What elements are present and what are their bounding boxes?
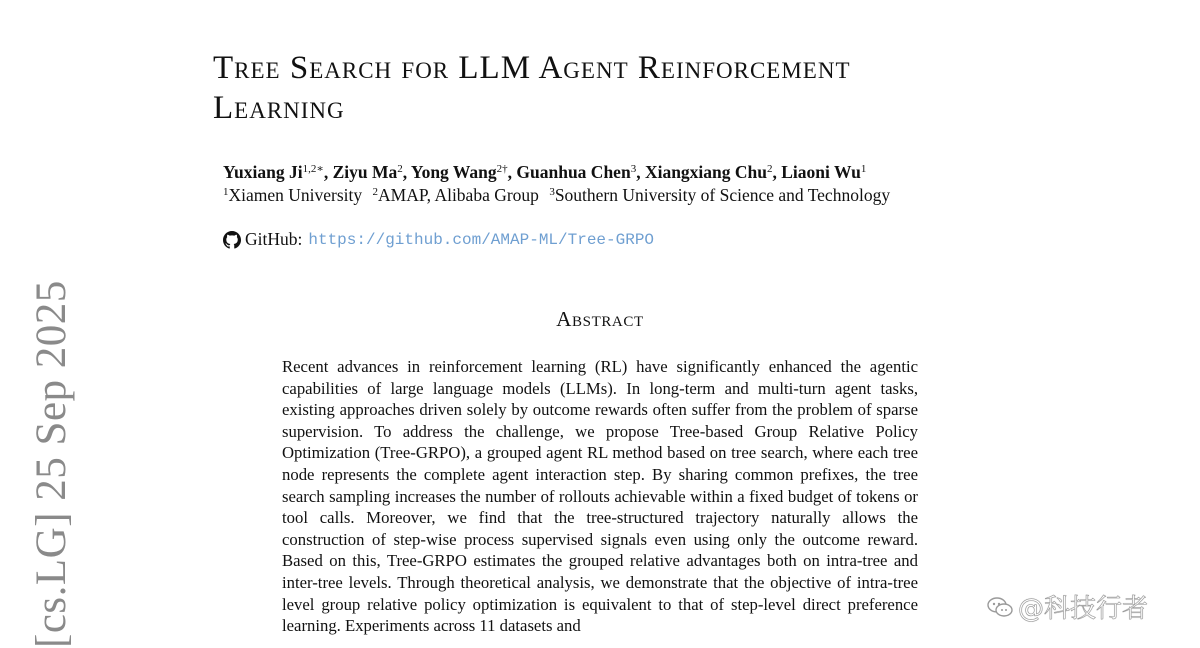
affiliation bbox=[223, 185, 362, 205]
author-name: Xiangxiang Chu bbox=[644, 162, 767, 182]
author: Yong Wang$^{2\dagger}$, bbox=[410, 162, 517, 182]
author-name: Yuxiang Ji bbox=[223, 162, 303, 182]
affiliation-mark: 3 bbox=[549, 186, 555, 198]
author-name: Ziyu Ma bbox=[332, 162, 398, 182]
author-affil-mark: 1,2∗ bbox=[302, 163, 324, 175]
watermark bbox=[986, 588, 1148, 625]
watermark-text: @科技行者 bbox=[1018, 594, 1149, 624]
affiliation-name: Xiamen University bbox=[228, 185, 363, 205]
author: Yuxiang $Ji^{1,2∗}$, bbox=[223, 162, 333, 182]
github-line bbox=[223, 229, 654, 250]
author-name: Guanhua Chen bbox=[516, 162, 631, 182]
author-affil-mark: 2† bbox=[496, 163, 508, 175]
author-list bbox=[223, 162, 866, 183]
affiliation bbox=[373, 185, 539, 205]
arxiv-margin-stamp: [cs.LG] 25 Sep 2025 bbox=[28, 280, 75, 648]
github-label: GitHub: bbox=[245, 229, 303, 249]
author: Ziyu Ma$^2$, bbox=[332, 162, 411, 182]
author-name: Yong Wang bbox=[410, 162, 497, 182]
github-icon bbox=[223, 231, 241, 249]
affiliation-mark: 2 bbox=[372, 186, 379, 198]
author: Xiangxiang Chu$^2$, bbox=[644, 162, 782, 182]
chat-bubble-icon bbox=[986, 593, 1014, 621]
affiliation-list bbox=[223, 185, 896, 206]
paper-title-line-2: Learning bbox=[213, 90, 345, 126]
author-affil-mark: 2 bbox=[397, 163, 403, 175]
author-affil-mark: 2 bbox=[767, 163, 773, 175]
affiliation-mark: 1 bbox=[223, 186, 229, 198]
abstract-body: Recent advances in reinforcement learning (RL) have significantly enhanced the agentic capabilities of large language models (LLMs). In long-term and multi-turn agent tasks, existing approaches driven solely by outcome rewards often suffer from the problem of sparse supervision. To address the challenge, we propose Tree-based Group Relative Policy Optimization (Tree-GRPO), a grouped agent RL method based on tree search, where each tree node represents the complete agent interaction step. By sharing common prefixes, the tree search sampling increases the number of rollouts achievable within a fixed budget of tokens or tool calls. Moreover, we find that the tree-structured trajectory naturally allows the construction of step-wise process supervised signals even using only the outcome reward. Based on this, Tree-GRPO estimates the grouped relative advantages both on intra-tree and inter-tree levels. Through theoretical analysis, we demonstrate that the objective of intra-tree level group relative policy optimization is equivalent to that of step-level direct preference learning. Experiments across 11 datasets and bbox=[282, 357, 918, 636]
author bbox=[781, 162, 866, 182]
abstract-heading: Abstract bbox=[556, 307, 644, 331]
author-name: Liaoni Wu bbox=[781, 162, 861, 182]
author-affil-mark: 1 bbox=[860, 163, 867, 175]
github-link[interactable]: https://github.com/AMAP-ML/Tree-GRPO bbox=[308, 230, 655, 249]
affiliation-name: Southern University of Science and Technology bbox=[554, 185, 891, 205]
author-affil-mark: 3 bbox=[630, 163, 637, 175]
paper-title-line-1: Tree Search for LLM Agent Reinforcement bbox=[213, 50, 851, 86]
paper-title bbox=[213, 48, 1013, 128]
affiliation bbox=[549, 185, 890, 205]
affiliation-name: AMAP, Alibaba Group bbox=[378, 185, 539, 205]
author: Guanhua Chen$^3$, bbox=[516, 162, 645, 182]
